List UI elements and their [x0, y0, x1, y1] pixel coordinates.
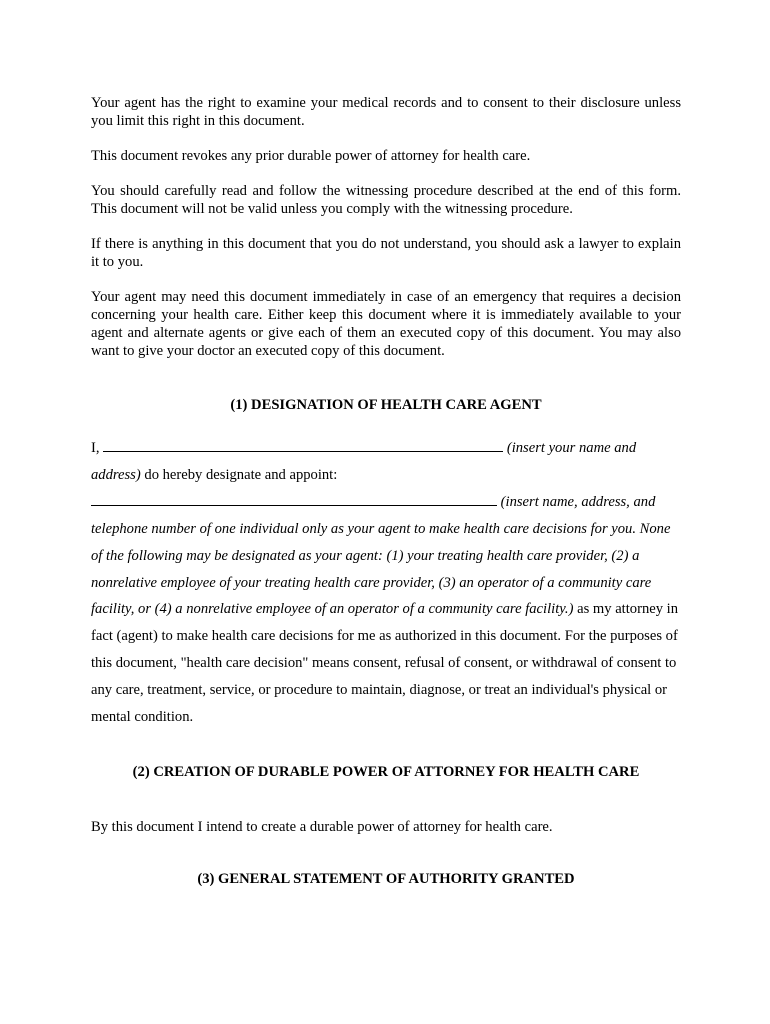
- i-label: I,: [91, 440, 100, 456]
- name-address-hint: (insert your name and address): [91, 440, 637, 483]
- designation-body: as my attorney in fact (agent) to make health care decisions for me as authorized in this document. For the purposes of this document, "health care decision" means consent, refusal of consent, or withdrawal of consent to any care, treatment, service, or procedure to maintain, diagnose, or treat an individual's physical or mental condition.: [91, 601, 679, 726]
- paragraph-medical-records: Your agent has the right to examine your medical records and to consent to their disclosure unless you limit this right in this document.: [91, 95, 681, 129]
- agent-name-address-field[interactable]: [91, 491, 497, 506]
- section-1-heading: (1) DESIGNATION OF HEALTH CARE AGENT: [230, 397, 542, 413]
- section-2-heading: (2) CREATION OF DURABLE POWER OF ATTORNEY FOR HEALTH CARE: [132, 763, 640, 780]
- designation-form: [91, 435, 681, 731]
- your-name-address-field[interactable]: [103, 437, 503, 452]
- paragraph-lawyer: If there is anything in this document that you do not understand, you should ask a lawyer to explain it to you.: [91, 236, 681, 270]
- section-2-body: By this document I intend to create a durable power of attorney for health care.: [91, 818, 553, 835]
- appoint-text: do hereby designate and appoint:: [144, 466, 338, 483]
- section-3-heading: (3) GENERAL STATEMENT OF AUTHORITY GRANTED: [197, 870, 575, 887]
- paragraph-revokes: This document revokes any prior durable power of attorney for health care.: [91, 148, 531, 164]
- paragraph-emergency: Your agent may need this document immediately in case of an emergency that requires a decision concerning your health care. Either keep this document where it is immediately available to your agent and alternate agents or give each of them an executed copy of this document. You may also want to give your doctor an executed copy of this document.: [91, 289, 681, 359]
- agent-hint: (insert name, address, and telephone number of one individual only as your agent to make health care decisions for you. None of the following may be designated as your agent: (1) your treating health care provider, (2) a nonrelative employee of your treating health care provider, (3) an operator of a community care facility, or (4) a nonrelative employee of an operator of a community care facility.): [91, 493, 671, 618]
- paragraph-witnessing: You should carefully read and follow the witnessing procedure described at the end of this form. This document will not be valid unless you comply with the witnessing procedure.: [91, 183, 681, 217]
- document-page: [91, 94, 681, 888]
